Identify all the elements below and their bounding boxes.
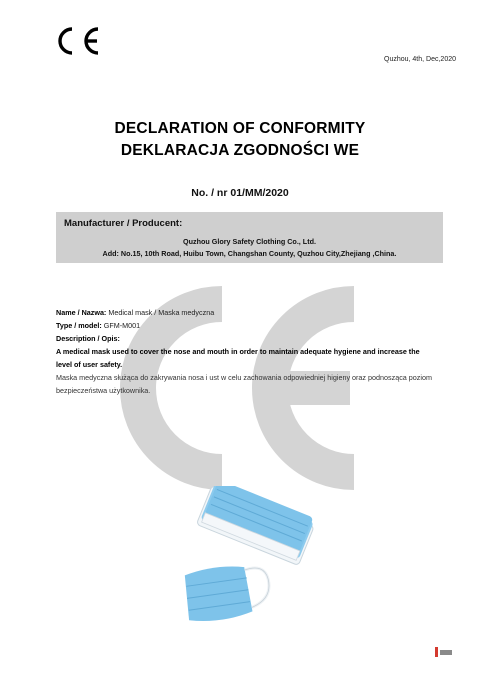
document-number: No. / nr 01/MM/2020 [191,187,289,199]
product-name-row [56,306,436,319]
title-english: DECLARATION OF CONFORMITY [114,120,366,137]
product-info [56,306,436,397]
manufacturer-box [56,212,443,263]
manufacturer-name: Quzhou Glory Safety Clothing Co., Ltd. [183,237,316,246]
footer-brand-icon [434,645,454,659]
description-label-row [56,332,436,345]
description-english: A medical mask used to cover the nose and mouth in order to maintain adequate hygiene and increase the level of user safety. [56,347,420,369]
product-type-row [56,319,436,332]
ce-mark-icon [50,26,102,56]
manufacturer-address: Add: No.15, 10th Road, Huibu Town, Changshan County, Quzhou City,Zhejiang ,China. [102,249,397,258]
manufacturer-label: Manufacturer / Producent: [64,218,183,229]
description-polish: Maska medyczna służąca do zakrywania nosa i ust w celu zachowania odpowiedniej higieny oraz podnosząca poziom bezpieczeństwa użytkownika. [56,373,432,395]
medical-mask-image [168,486,318,634]
product-name-label: Name / Nazwa: [56,308,107,317]
product-type-value: GFM-M001 [101,321,141,330]
title-polish: DEKLARACJA ZGODNOŚCI WE [120,142,360,159]
product-type-label: Type / model: [56,321,102,330]
issue-date: Quzhou, 4th, Dec,2020 [384,56,456,63]
description-label: Description / Opis: [56,334,120,343]
product-name-value: Medical mask / Maska medyczna [106,308,215,317]
